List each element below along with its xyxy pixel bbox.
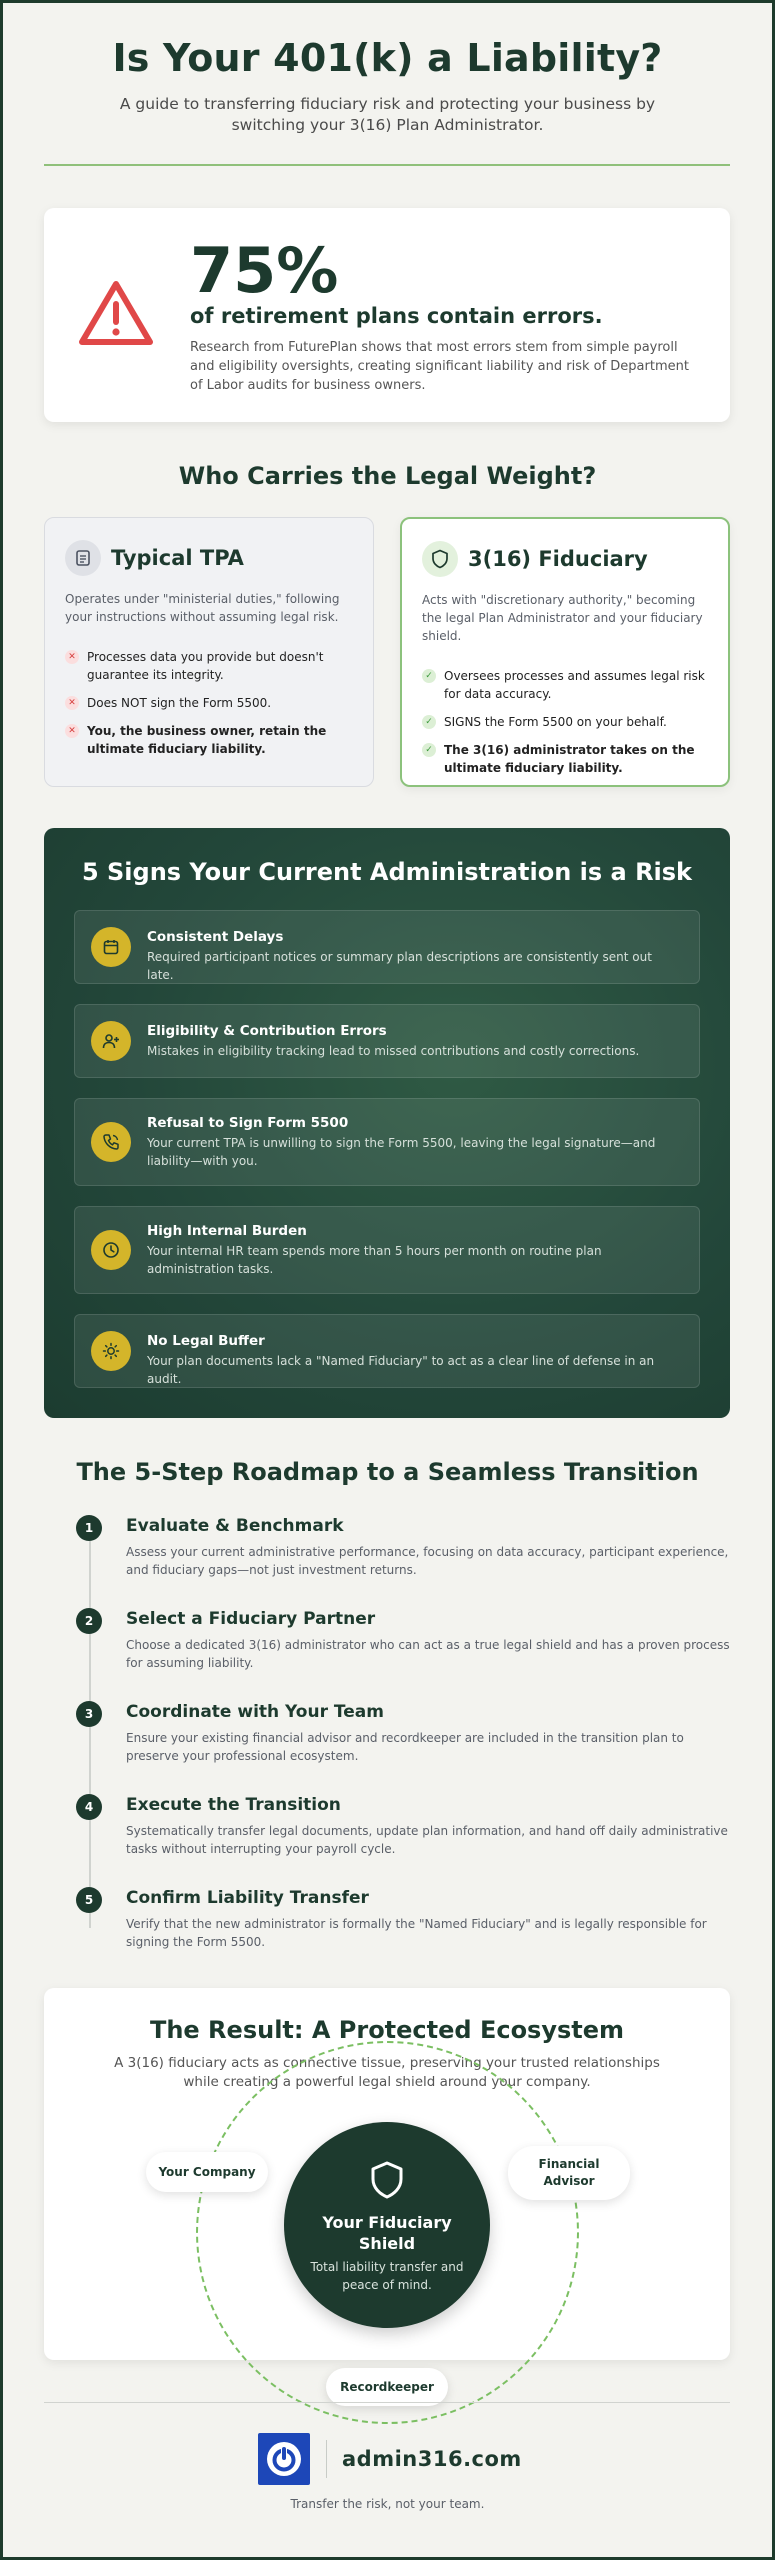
node-financial-advisor: Financial Advisor — [508, 2146, 630, 2200]
stat-description: Research from FuturePlan shows that most errors stem from simple payroll and eligibility oversights, creating significant liability and risk of Department of Labor audits for business owners. — [190, 340, 689, 393]
fiduciary-description: Acts with "discretionary authority," becoming the legal Plan Administrator and your fiduciary shield. — [422, 593, 703, 643]
legal-weight-title: Who Carries the Legal Weight? — [178, 462, 597, 490]
stat-card — [44, 208, 730, 422]
stat-value: 75% — [190, 234, 339, 307]
result-title: The Result: A Protected Ecosystem — [149, 2016, 625, 2044]
check-icon: ✓ — [422, 743, 436, 757]
node-recordkeeper: Recordkeeper — [326, 2368, 448, 2406]
list-item: ✕ You, the business owner, retain the ultimate fiduciary liability. — [65, 722, 353, 758]
list-item: ✓ SIGNS the Form 5500 on your behalf. — [422, 713, 708, 731]
header — [0, 36, 775, 136]
sign-item: Consistent Delays Required participant notices or summary plan descriptions are consistently sent out late. — [74, 910, 700, 984]
roadmap-title: The 5-Step Roadmap to a Seamless Transition — [76, 1458, 699, 1486]
footer-separator — [326, 2440, 327, 2478]
fiduciary-name: 3(16) Fiduciary — [468, 547, 648, 571]
stat-lead: of retirement plans contain errors. — [190, 304, 603, 328]
x-icon: ✕ — [65, 650, 79, 664]
warning-triangle-icon — [76, 278, 156, 350]
fiduciary-list — [422, 667, 708, 777]
shield-icon — [369, 2160, 405, 2200]
sign-item: No Legal Buffer Your plan documents lack a "Named Fiduciary" to act as a clear line of defense in an audit. — [74, 1314, 700, 1388]
clock-icon — [91, 1230, 131, 1270]
sign-item: High Internal Burden Your internal HR team spends more than 5 hours per month on routine plan administration tasks. — [74, 1206, 700, 1294]
header-divider — [44, 164, 730, 166]
footer-divider — [44, 2402, 730, 2403]
check-icon: ✓ — [422, 669, 436, 683]
x-icon: ✕ — [65, 696, 79, 710]
signs-title: 5 Signs Your Current Administration is a Risk — [81, 858, 693, 886]
tpa-description: Operates under "ministerial duties," following your instructions without assuming legal risk. — [65, 592, 340, 624]
signs-panel — [44, 828, 730, 1418]
tpa-card — [44, 517, 374, 787]
fiduciary-shield-circle — [284, 2122, 490, 2328]
shield-title: Your Fiduciary Shield — [322, 2213, 452, 2253]
footer-tagline: Transfer the risk, not your team. — [290, 2497, 485, 2511]
sign-item: Eligibility & Contribution Errors Mistakes in eligibility tracking lead to missed contributions and costly corrections. — [74, 1004, 700, 1078]
roadmap-timeline — [89, 1528, 91, 1928]
tpa-name: Typical TPA — [111, 546, 244, 570]
check-icon: ✓ — [422, 715, 436, 729]
result-description: A 3(16) fiduciary acts as connective tissue, preserving your trusted relationships while creating a powerful legal shield around your company. — [114, 2055, 660, 2090]
user-plus-icon — [91, 1021, 131, 1061]
shield-description: Total liability transfer and peace of mind. — [310, 2260, 464, 2292]
fiduciary-card — [400, 517, 730, 787]
list-item: ✓ Oversees processes and assumes legal risk for data accuracy. — [422, 667, 708, 703]
power-icon — [258, 2433, 310, 2485]
tpa-list — [65, 648, 353, 758]
page-title: Is Your 401(k) a Liability? — [112, 36, 663, 80]
calendar-icon — [91, 927, 131, 967]
sun-icon — [91, 1331, 131, 1371]
x-icon: ✕ — [65, 724, 79, 738]
sign-item: Refusal to Sign Form 5500 Your current TPA is unwilling to sign the Form 5500, leaving the legal signature—and liability—with you. — [74, 1098, 700, 1186]
list-item: ✕ Does NOT sign the Form 5500. — [65, 694, 353, 712]
page-subtitle: A guide to transferring fiduciary risk and protecting your business by switching your 3(16) Plan Administrator. — [119, 95, 656, 134]
document-icon — [65, 540, 101, 576]
shield-icon — [422, 541, 458, 577]
list-item: ✕ Processes data you provide but doesn't guarantee its integrity. — [65, 648, 353, 684]
brand-name: admin316.com — [342, 2447, 522, 2471]
phone-icon — [91, 1122, 131, 1162]
node-your-company: Your Company — [146, 2152, 268, 2192]
list-item: ✓ The 3(16) administrator takes on the ultimate fiduciary liability. — [422, 741, 708, 777]
